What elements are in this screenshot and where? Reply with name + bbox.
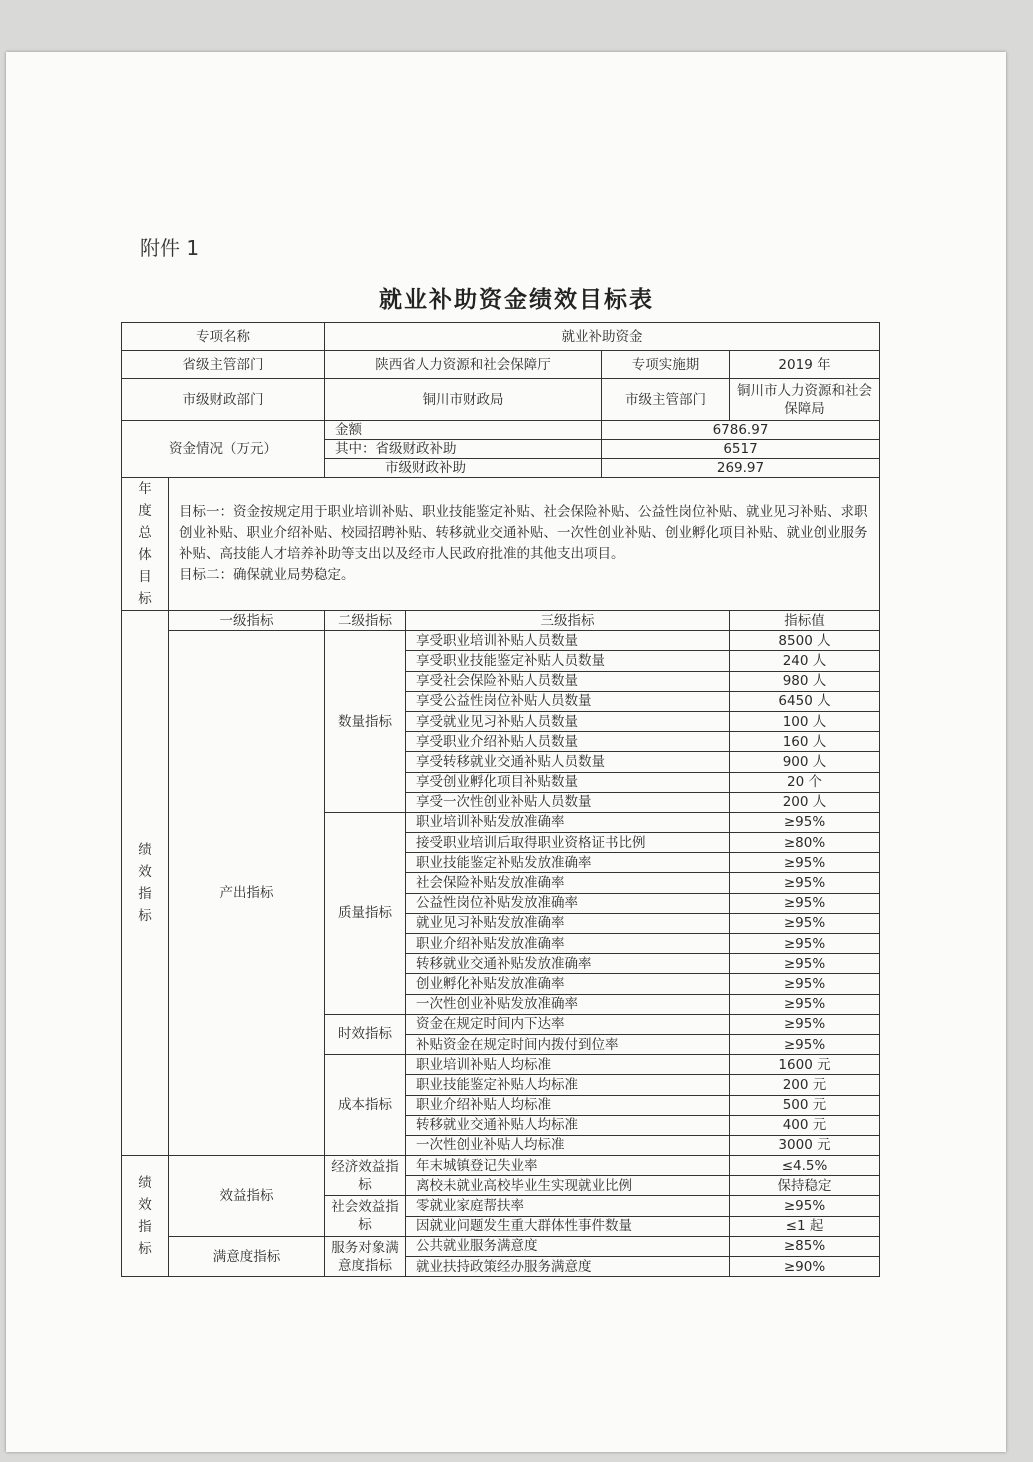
indicator-name: 职业介绍补贴人均标准: [406, 1095, 730, 1115]
value-header: 指标值: [730, 611, 880, 631]
indicator-value: ≥95%: [730, 812, 880, 832]
indicator-value: 20 个: [730, 772, 880, 792]
indicator-name: 年末城镇登记失业率: [406, 1156, 730, 1176]
provincial-dept-value: 陕西省人力资源和社会保障厅: [325, 351, 602, 379]
indicator-value: 400 元: [730, 1115, 880, 1135]
indicator-value: 980 人: [730, 671, 880, 691]
indicator-name: 享受职业技能鉴定补贴人员数量: [406, 651, 730, 671]
provincial-dept-label: 省级主管部门: [122, 351, 325, 379]
output-indicator-label: 产出指标: [169, 631, 325, 1156]
quantity-indicator-label: 数量指标: [325, 631, 406, 813]
indicator-name: 创业孵化补贴发放准确率: [406, 974, 730, 994]
economic-indicator-label: 经济效益指标: [325, 1156, 406, 1196]
indicator-name: 公益性岗位补贴发放准确率: [406, 893, 730, 913]
indicator-name: 职业技能鉴定补贴发放准确率: [406, 853, 730, 873]
indicator-value: ≥95%: [730, 974, 880, 994]
indicator-value: 900 人: [730, 752, 880, 772]
funds-provincial-label: 其中：省级财政补助: [325, 440, 602, 459]
annual-goal-text: [169, 478, 880, 611]
indicator-name: 职业培训补贴人均标准: [406, 1055, 730, 1075]
indicator-value: 8500 人: [730, 631, 880, 651]
funds-amount-value: 6786.97: [602, 421, 880, 440]
indicator-name: 零就业家庭帮扶率: [406, 1196, 730, 1216]
annual-goal-1: 目标一：资金按规定用于职业培训补贴、职业技能鉴定补贴、社会保险补贴、公益性岗位补贴、就业见习补贴、求职创业补贴、职业介绍补贴、校园招聘补贴、转移就业交通补贴、一次性创业补贴、创业孵化项目补贴、就业创业服务补贴、高技能人才培养补助等支出以及经市人民政府批准的其他支出项目。: [179, 504, 868, 562]
indicator-name: 享受一次性创业补贴人员数量: [406, 792, 730, 812]
indicator-name: 享受职业培训补贴人员数量: [406, 631, 730, 651]
level3-header: 三级指标: [406, 611, 730, 631]
indicator-name: 享受公益性岗位补贴人员数量: [406, 691, 730, 711]
indicator-name: 离校未就业高校毕业生实现就业比例: [406, 1176, 730, 1196]
indicator-name: 接受职业培训后取得职业资格证书比例: [406, 833, 730, 853]
period-value: 2019 年: [730, 351, 880, 379]
city-dept-label: 市级主管部门: [602, 379, 730, 421]
indicator-value: ≥95%: [730, 873, 880, 893]
indicator-name: 享受转移就业交通补贴人员数量: [406, 752, 730, 772]
table-row: [122, 631, 880, 651]
indicator-value: ≥85%: [730, 1236, 880, 1256]
cost-indicator-label: 成本指标: [325, 1055, 406, 1156]
indicator-value: 500 元: [730, 1095, 880, 1115]
indicator-name: 转移就业交通补贴发放准确率: [406, 954, 730, 974]
period-label: 专项实施期: [602, 351, 730, 379]
satisfaction-indicator-label: 满意度指标: [169, 1236, 325, 1276]
indicator-name: 一次性创业补贴人均标准: [406, 1135, 730, 1155]
indicator-name: 因就业问题发生重大群体性事件数量: [406, 1216, 730, 1236]
indicator-value: ≤4.5%: [730, 1156, 880, 1176]
performance-target-table: [121, 322, 880, 1277]
city-finance-value: 铜川市财政局: [325, 379, 602, 421]
document-title: 就业补助资金绩效目标表: [379, 287, 654, 313]
indicator-value: ≥95%: [730, 893, 880, 913]
indicator-value: 240 人: [730, 651, 880, 671]
table-row: [122, 1236, 880, 1256]
indicator-name: 补贴资金在规定时间内拨付到位率: [406, 1034, 730, 1054]
indicator-name: 职业培训补贴发放准确率: [406, 812, 730, 832]
level1-header: 一级指标: [169, 611, 325, 631]
service-indicator-label: 服务对象满意度指标: [325, 1236, 406, 1276]
indicator-value: 保持稳定: [730, 1176, 880, 1196]
indicator-value: 100 人: [730, 711, 880, 731]
indicator-value: ≥95%: [730, 954, 880, 974]
attachment-label: 附件 1: [140, 236, 200, 260]
indicator-value: 1600 元: [730, 1055, 880, 1075]
indicator-value: 200 人: [730, 792, 880, 812]
indicator-name: 就业见习补贴发放准确率: [406, 913, 730, 933]
indicator-value: ≥95%: [730, 1014, 880, 1034]
performance-label-outcome: 绩效指标: [122, 1156, 169, 1277]
indicator-name: 公共就业服务满意度: [406, 1236, 730, 1256]
indicator-name: 享受创业孵化项目补贴数量: [406, 772, 730, 792]
indicator-value: ≥95%: [730, 934, 880, 954]
project-name-label: 专项名称: [122, 323, 325, 351]
funds-provincial-value: 6517: [602, 440, 880, 459]
project-name-value: 就业补助资金: [325, 323, 880, 351]
indicator-name: 社会保险补贴发放准确率: [406, 873, 730, 893]
social-indicator-label: 社会效益指标: [325, 1196, 406, 1236]
indicator-name: 享受职业介绍补贴人员数量: [406, 732, 730, 752]
indicator-name: 职业介绍补贴发放准确率: [406, 934, 730, 954]
indicator-name: 资金在规定时间内下达率: [406, 1014, 730, 1034]
timeliness-indicator-label: 时效指标: [325, 1014, 406, 1054]
annual-goal-2: 目标二：确保就业局势稳定。: [179, 567, 355, 583]
quality-indicator-label: 质量指标: [325, 812, 406, 1014]
indicator-value: ≥95%: [730, 1034, 880, 1054]
indicator-value: 160 人: [730, 732, 880, 752]
city-dept-value: 铜川市人力资源和社会保障局: [730, 379, 880, 421]
indicator-name: 转移就业交通补贴人均标准: [406, 1115, 730, 1135]
indicator-value: 200 元: [730, 1075, 880, 1095]
indicator-value: 6450 人: [730, 691, 880, 711]
indicator-name: 一次性创业补贴发放准确率: [406, 994, 730, 1014]
city-finance-label: 市级财政部门: [122, 379, 325, 421]
indicator-value: ≥95%: [730, 913, 880, 933]
indicator-value: ≥95%: [730, 994, 880, 1014]
indicator-value: ≥80%: [730, 833, 880, 853]
table-row: [122, 1156, 880, 1176]
performance-label-output: 绩效指标: [122, 611, 169, 1156]
annual-goal-label: 年度总体目标: [122, 478, 169, 611]
indicator-value: ≥95%: [730, 1196, 880, 1216]
indicator-name: 享受社会保险补贴人员数量: [406, 671, 730, 691]
level2-header: 二级指标: [325, 611, 406, 631]
funds-label: 资金情况（万元）: [122, 421, 325, 478]
funds-amount-label: 金额: [325, 421, 602, 440]
funds-city-label: 市级财政补助: [325, 459, 602, 478]
indicator-value: ≤1 起: [730, 1216, 880, 1236]
indicator-value: 3000 元: [730, 1135, 880, 1155]
indicator-name: 就业扶持政策经办服务满意度: [406, 1257, 730, 1277]
funds-city-value: 269.97: [602, 459, 880, 478]
indicator-name: 职业技能鉴定补贴人均标准: [406, 1075, 730, 1095]
indicator-name: 享受就业见习补贴人员数量: [406, 711, 730, 731]
indicator-value: ≥90%: [730, 1257, 880, 1277]
benefit-indicator-label: 效益指标: [169, 1156, 325, 1237]
indicator-value: ≥95%: [730, 853, 880, 873]
